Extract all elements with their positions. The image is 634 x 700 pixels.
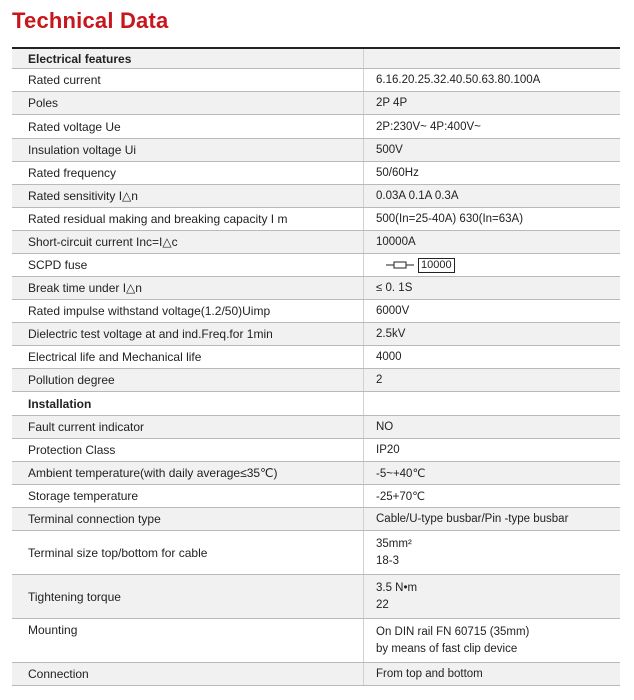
table-row [12,531,620,575]
table-row [12,162,620,185]
row-label: Insulation voltage Ui [12,139,363,161]
fuse-rating: 10000 [418,258,455,273]
row-value: 2P:230V~ 4P:400V~ [363,115,620,138]
table-row [12,139,620,162]
row-value: Cable/U-type busbar/Pin -type busbar [363,508,620,530]
row-label: Terminal connection type [12,508,363,530]
table-row [12,663,620,686]
row-value-line: On DIN rail FN 60715 (35mm) [376,625,530,638]
row-label: Rated frequency [28,166,117,180]
row-value-line: 18-3 [376,554,400,567]
row-value: IP20 [363,439,620,461]
page-title: Technical Data [12,8,169,33]
row-value [363,254,620,276]
row-value: 2 [363,369,620,391]
table-row [12,346,620,369]
row-value [363,619,620,662]
row-label: Rated impulse withstand voltage(1.2/50)Uimp [28,304,271,318]
row-label: Rated residual making and breaking capacity I m [28,212,288,226]
row-label: Terminal size top/bottom for cable [28,545,208,560]
table-row [12,508,620,531]
fuse-icon [386,260,414,270]
row-value: 6.16.20.25.32.40.50.63.80.100A [363,69,620,91]
row-value: 500(In=25-40A) 630(In=63A) [363,208,620,230]
table-row [12,485,620,508]
row-label: Short-circuit current Inc=I△c [12,231,363,253]
table-row [12,208,620,231]
row-value: 2.5kV [363,323,620,345]
table-row [12,185,620,208]
table-row [12,416,620,439]
technical-data-table [12,47,620,686]
row-label: SCPD fuse [28,258,88,272]
row-label: Rated voltage Ue [28,119,121,134]
row-label: Dielectric test voltage at and ind.Freq.for 1min [12,323,363,345]
row-value-line: by means of fast clip device [376,642,518,655]
row-value: 50/60Hz [363,162,620,184]
table-row [12,462,620,485]
row-value: 2P 4P [363,92,620,114]
row-value: 6000V [363,300,620,322]
row-value [363,575,620,618]
table-row [12,254,620,277]
row-label: Connection [12,663,363,685]
table-row [12,277,620,300]
row-value: 0.03A 0.1A 0.3A [363,185,620,207]
row-value: NO [363,416,620,438]
table-row [12,115,620,139]
row-value: From top and bottom [363,663,620,685]
table-row [12,69,620,92]
table-row [12,92,620,115]
row-value: -25+70℃ [363,485,620,507]
row-label: Break time under I△n [12,277,363,299]
table-row [12,575,620,619]
row-label: Pollution degree [12,369,363,391]
row-label: Rated current [28,73,101,87]
row-value-line: 35mm² [376,537,412,550]
row-label: Mounting [28,623,78,637]
table-row [12,369,620,392]
row-value-line: 3.5 N•m [376,581,418,594]
row-label: Fault current indicator [12,416,363,438]
row-value: 4000 [363,346,620,368]
row-value: ≤ 0. 1S [363,277,620,299]
row-label: Protection Class [28,443,116,457]
row-label: Tightening torque [12,575,363,618]
row-value-line: 22 [376,598,389,611]
row-value: -5~+40℃ [363,462,620,484]
table-row [12,619,620,663]
row-label: Rated sensitivity I△n [12,185,363,207]
row-value: 500V [363,139,620,161]
row-label: Electrical life and Mechanical life [28,350,202,364]
section-title: Installation [28,396,92,411]
row-value: 10000A [363,231,620,253]
row-label: Poles [12,92,363,114]
section-header-electrical [12,47,620,69]
section-header-installation [12,392,620,416]
row-label: Storage temperature [28,489,139,503]
table-row [12,231,620,254]
table-row [12,439,620,462]
section-title: Electrical features [12,49,363,68]
table-row [12,300,620,323]
row-value [363,531,620,574]
row-label: Ambient temperature(with daily average≤35℃) [12,462,363,484]
table-row [12,323,620,346]
